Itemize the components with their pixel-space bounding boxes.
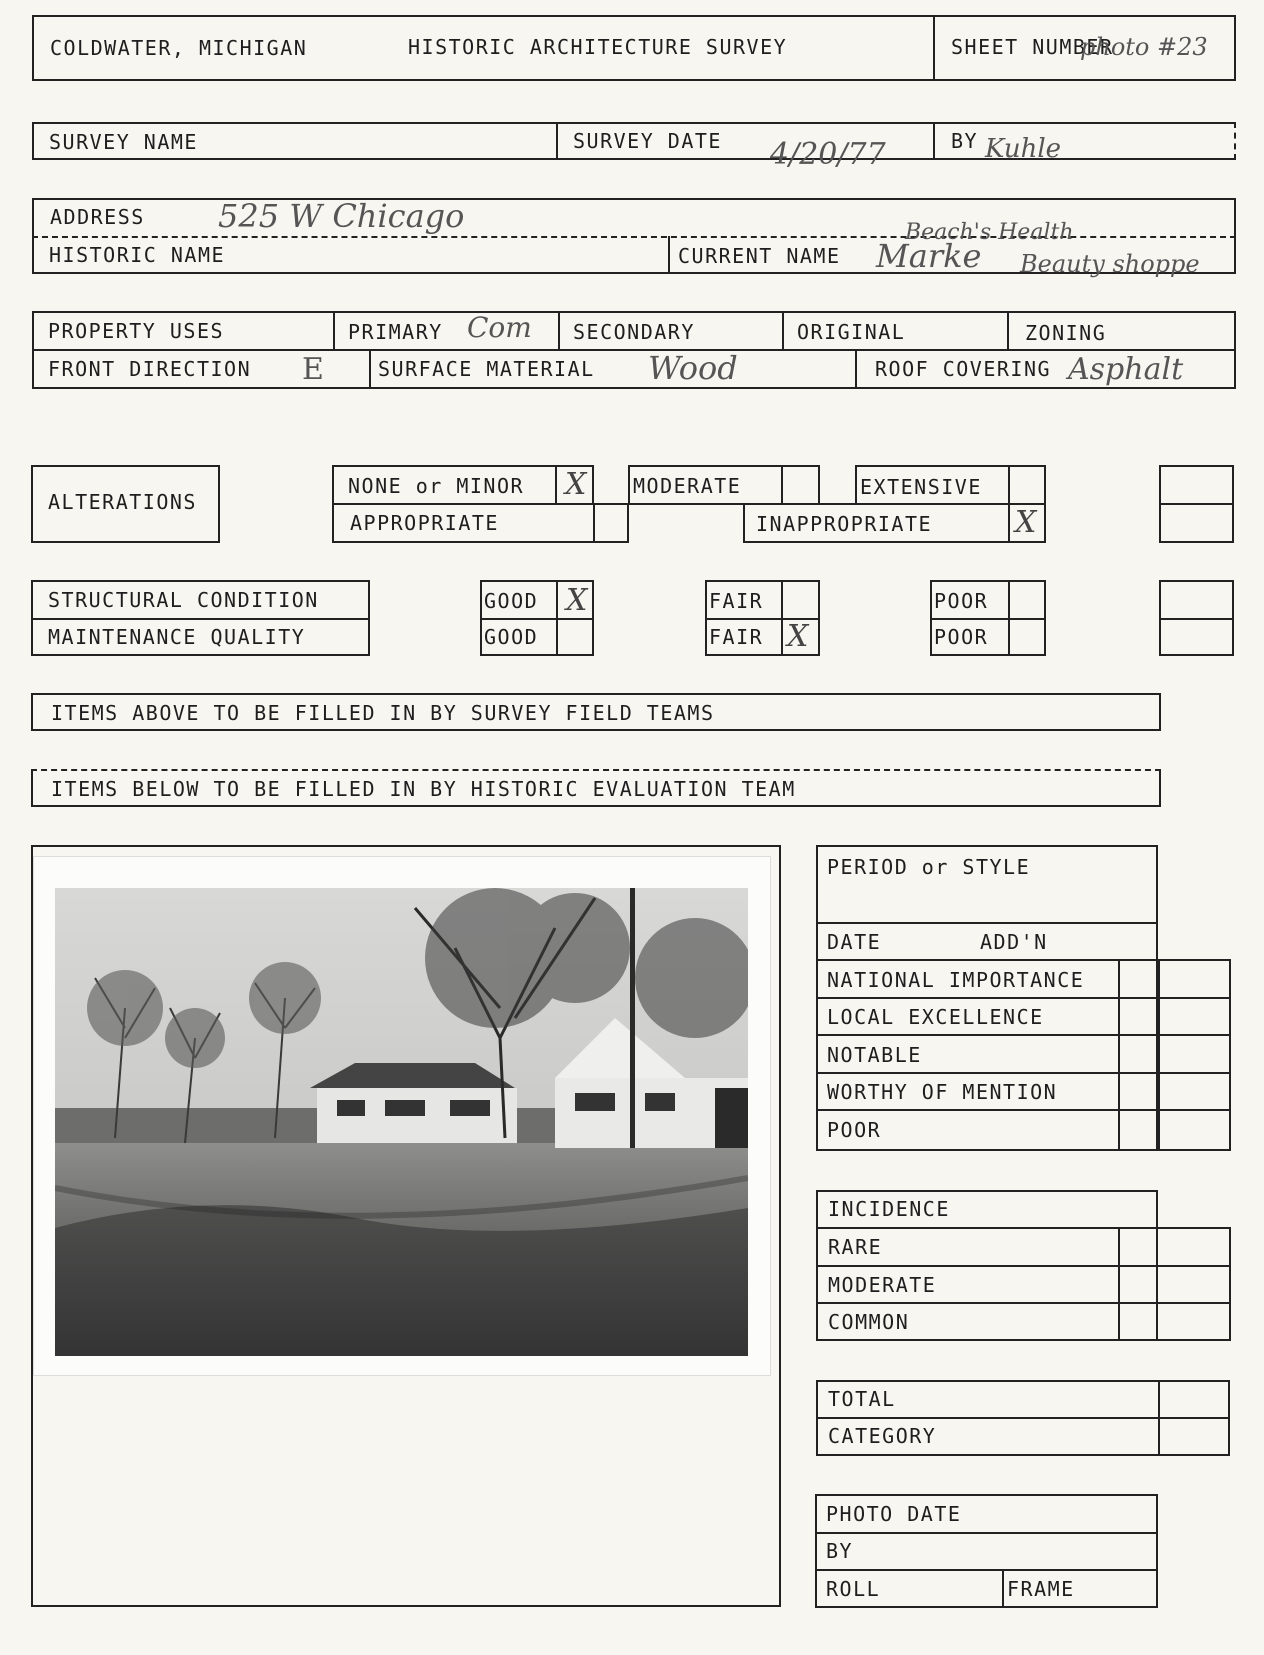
- zoning-label: ZONING: [1025, 321, 1107, 345]
- poor-label-1: POOR: [934, 589, 989, 613]
- frame-label: FRAME: [1007, 1577, 1075, 1601]
- alt-none-minor-label: NONE or MINOR: [348, 474, 525, 498]
- surface-material-label: SURFACE MATERIAL: [378, 357, 595, 381]
- eval-addn-label: ADD'N: [980, 930, 1048, 954]
- alt-inappropriate-check: X: [1015, 505, 1037, 540]
- eval-row-national: NATIONAL IMPORTANCE: [827, 968, 1085, 992]
- alt-inappropriate-label: INAPPROPRIATE: [756, 512, 933, 536]
- current-name-label: CURRENT NAME: [678, 244, 841, 268]
- historic-name-label: HISTORIC NAME: [49, 243, 226, 267]
- alt-none-minor-check: X: [565, 467, 587, 502]
- eval-row-worthy: WORTHY OF MENTION: [827, 1080, 1058, 1104]
- current-name-value: Marke: [876, 237, 982, 275]
- structural-condition-label: STRUCTURAL CONDITION: [48, 588, 319, 612]
- secondary-label: SECONDARY: [573, 320, 695, 344]
- building-photo-image: [55, 888, 748, 1356]
- photo-by-label: BY: [826, 1539, 854, 1563]
- category-label: CATEGORY: [828, 1424, 937, 1448]
- survey-date-label: SURVEY DATE: [573, 129, 722, 153]
- roll-label: ROLL: [826, 1577, 881, 1601]
- incidence-common: COMMON: [828, 1310, 910, 1334]
- maintenance-quality-label: MAINTENANCE QUALITY: [48, 625, 306, 649]
- period-style-label: PERIOD or STYLE: [827, 855, 1031, 879]
- incidence-label: INCIDENCE: [828, 1197, 950, 1221]
- eval-date-label: DATE: [827, 930, 882, 954]
- incidence-rare: RARE: [828, 1235, 883, 1259]
- front-direction-value: E: [302, 352, 324, 387]
- sheet-number-value: photo #23: [1080, 33, 1208, 61]
- survey-name-label: SURVEY NAME: [49, 130, 198, 154]
- surface-material-value: Wood: [648, 349, 738, 387]
- survey-date-value: 4/20/77: [770, 137, 886, 172]
- maintenance-fair-check: X: [787, 619, 809, 654]
- address-value: 525 W Chicago: [218, 197, 465, 235]
- eval-row-poor: POOR: [827, 1118, 882, 1142]
- items-below-note: ITEMS BELOW TO BE FILLED IN BY HISTORIC EVALUATION TEAM: [51, 777, 796, 801]
- building-photo: [55, 888, 748, 1356]
- original-label: ORIGINAL: [797, 320, 906, 344]
- current-name-value-2: Beach's Health: [905, 220, 1074, 245]
- items-above-note: ITEMS ABOVE TO BE FILLED IN BY SURVEY FIELD TEAMS: [51, 701, 715, 725]
- survey-by-label: BY: [951, 129, 979, 153]
- address-label: ADDRESS: [50, 205, 145, 229]
- alterations-label: ALTERATIONS: [48, 490, 197, 514]
- primary-value: Com: [467, 311, 532, 344]
- poor-label-2: POOR: [934, 625, 989, 649]
- good-label-1: GOOD: [484, 589, 539, 613]
- fair-label-1: FAIR: [709, 589, 764, 613]
- property-uses-label: PROPERTY USES: [48, 319, 225, 343]
- page-title: HISTORIC ARCHITECTURE SURVEY: [408, 35, 788, 59]
- roof-covering-label: ROOF COVERING: [875, 357, 1052, 381]
- structural-good-check: X: [566, 583, 588, 618]
- eval-row-notable: NOTABLE: [827, 1043, 922, 1067]
- fair-label-2: FAIR: [709, 625, 764, 649]
- incidence-moderate: MODERATE: [828, 1273, 937, 1297]
- primary-label: PRIMARY: [348, 320, 443, 344]
- current-name-value-3: Beauty shoppe: [1020, 250, 1200, 278]
- good-label-2: GOOD: [484, 625, 539, 649]
- eval-row-local: LOCAL EXCELLENCE: [827, 1005, 1044, 1029]
- roof-covering-value: Asphalt: [1068, 352, 1184, 387]
- survey-by-value: Kuhle: [985, 134, 1062, 164]
- alt-extensive-label: EXTENSIVE: [860, 475, 982, 499]
- photo-date-label: PHOTO DATE: [826, 1502, 962, 1526]
- front-direction-label: FRONT DIRECTION: [48, 357, 252, 381]
- alt-moderate-label: MODERATE: [633, 474, 742, 498]
- sheet-number-label: SHEET NUMBER: [951, 35, 1114, 59]
- alt-appropriate-label: APPROPRIATE: [350, 511, 499, 535]
- total-label: TOTAL: [828, 1387, 896, 1411]
- city-label: COLDWATER, MICHIGAN: [50, 36, 308, 60]
